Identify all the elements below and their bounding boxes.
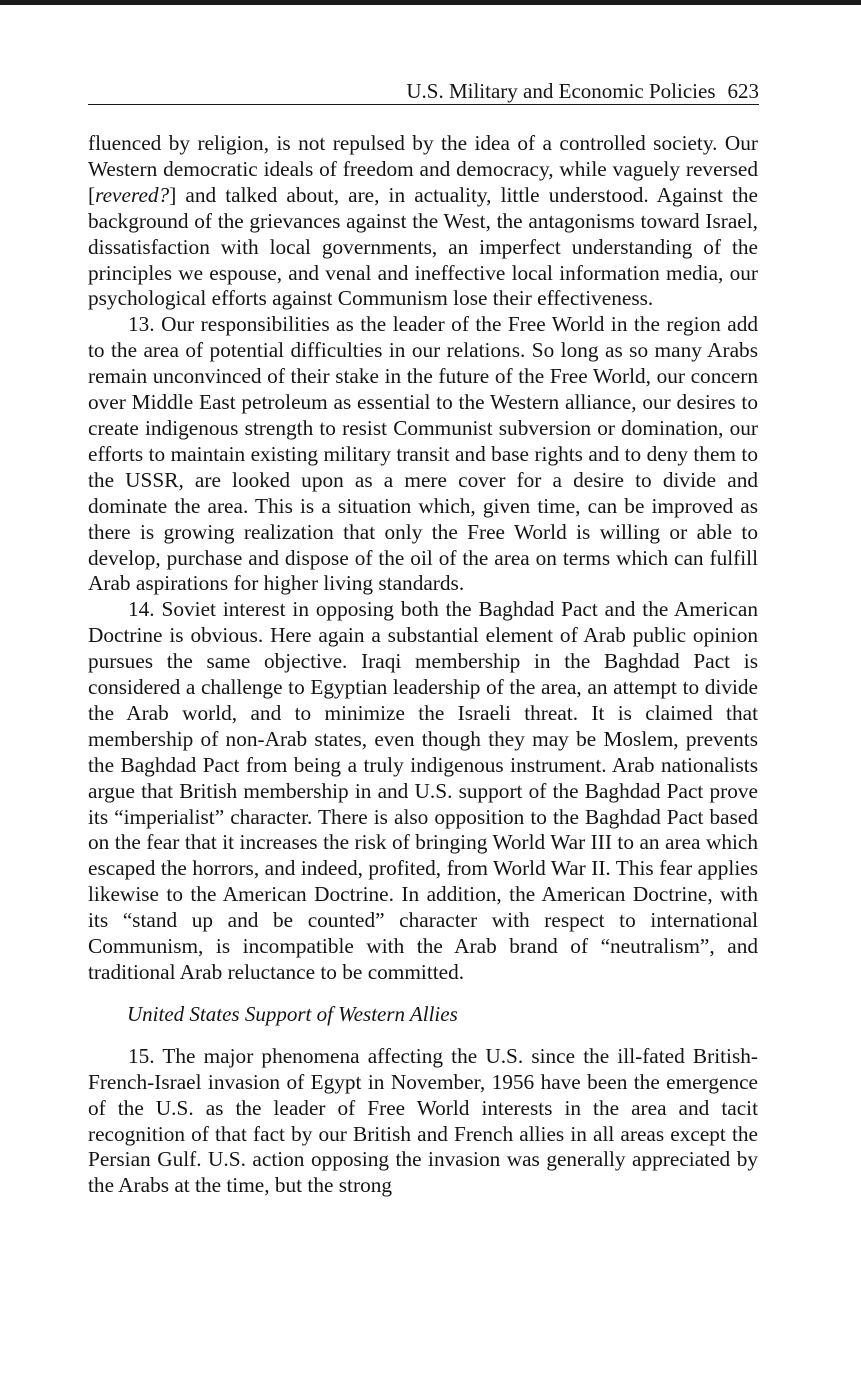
running-head-title: U.S. Military and Economic Policies: [406, 79, 716, 103]
top-edge-rule: [0, 0, 861, 5]
editorial-insertion: revered?: [95, 182, 170, 207]
page-number: 623: [727, 79, 759, 103]
paragraph-15: 15. The major phenomena affecting the U.S. since the ill-fated British-French-Israel invasion of Egypt in November, 1956 have been the emergence of the U.S. as the leader of Free World interests in the area and tacit recognition of that fact by our British and French allies in all areas except the Persian Gulf. U.S. action opposing the invasion was generally appreciated by the Arabs at the time, but the strong: [88, 1043, 758, 1198]
running-head: [88, 78, 759, 105]
page-body: [88, 131, 758, 1199]
paragraph-13: 13. Our responsibilities as the leader of the Free World in the region add to the area of potential difficulties in our relations. So long as so many Arabs remain unconvinced of their stake in the future of the Free World, our concern over Middle East petroleum as essential to the Western alliance, our desires to create indigenous strength to resist Communist subversion or domination, our efforts to maintain existing military transit and base rights and to deny them to the USSR, are looked upon as a mere cover for a desire to divide and dominate the area. This is a situation which, given time, can be improved as there is growing realization that only the Free World is willing or able to develop, purchase and dispose of the oil of the area on terms which can fulfill Arab aspirations for higher living standards.: [88, 312, 758, 596]
paragraph-14: 14. Soviet interest in opposing both the Baghdad Pact and the American Doctrine is obvious. Here again a substantial element of Arab public opinion pursues the same objective. Iraqi membership in the Baghdad Pact is considered a challenge to Egyptian leadership of the area, an attempt to divide the Arab world, and to minimize the Israeli threat. It is claimed that membership of non-Arab states, even though they may be Moslem, prevents the Baghdad Pact from being a truly indigenous instrument. Arab nationalists argue that British membership in and U.S. support of the Baghdad Pact prove its “imperialist” character. There is also opposition to the Baghdad Pact based on the fear that it increases the risk of bringing World War III to an area which escaped the horrors, and indeed, profited, from World War II. This fear applies likewise to the American Doctrine. In addition, the American Doctrine, with its “stand up and be counted” character with respect to international Communism, is incompatible with the Arab brand of “neutralism”, and traditional Arab reluctance to be committed.: [88, 597, 758, 984]
paragraph-continued: fluenced by religion, is not repulsed by the idea of a controlled society. Our Western democratic ideals of freedom and democracy, while vaguely reversed [revered?] and talked about, are, in actuality, little understood. Against the background of the grievances against the West, the antagonisms toward Israel, dissatisfaction with local governments, an imperfect understanding of the principles we espouse, and venal and ineffective local information media, our psychological efforts against Communism lose their effectiveness.: [88, 131, 758, 311]
section-heading: United States Support of Western Allies: [127, 1001, 458, 1026]
